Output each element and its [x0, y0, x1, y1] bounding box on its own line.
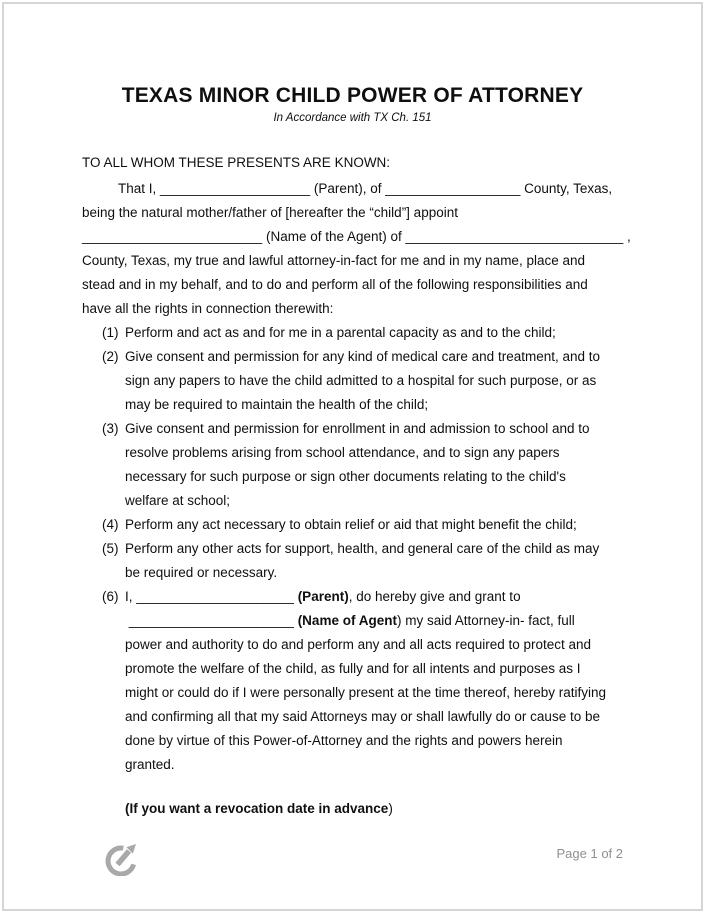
text-segment: resolve problems arising from school attendance, and to sign any papers — [125, 445, 560, 460]
text-segment: , do hereby give and grant to — [348, 589, 521, 604]
text-line — [125, 657, 641, 681]
text-segment: have all the rights in connection therewith: — [82, 301, 334, 316]
document-subtitle: In Accordance with TX Ch. 151 — [273, 112, 432, 124]
text-segment: stead and in my behalf, and to do and perform all of the following responsibilities and — [82, 277, 588, 292]
text-line — [125, 417, 641, 441]
numbered-list — [82, 321, 641, 777]
document-title: TEXAS MINOR CHILD POWER OF ATTORNEY — [121, 84, 584, 107]
text-segment: necessary for such purpose or sign other documents relating to the child's — [125, 469, 566, 484]
numbered-list-item — [82, 513, 641, 537]
circular-arrow-share-icon — [102, 838, 140, 876]
text-segment: ________________________ (Name of the Agent) of _____________________________ , — [82, 229, 631, 244]
text-segment: may be required to maintain the health of the child; — [125, 397, 429, 412]
text-segment: That I, ____________________ (Parent), of __________________ County, Texas, — [118, 181, 613, 196]
text-segment: being the natural mother/father of [hereafter the “child”] appoint — [82, 205, 458, 220]
bold-text-segment: (If you want a revocation date in advance — [125, 801, 389, 816]
text-line — [125, 489, 641, 513]
text-segment: Give consent and permission for any kind of medical care and treatment, and to — [125, 349, 601, 364]
text-line — [125, 465, 641, 489]
text-line — [82, 249, 641, 273]
text-segment: power and authority to do and perform any and all acts required to protect and — [125, 637, 592, 652]
salutation-line: TO ALL WHOM THESE PRESENTS ARE KNOWN: — [82, 155, 391, 170]
text-segment: ) my said Attorney-in- fact, full — [396, 613, 575, 628]
text-segment: done by virtue of this Power-of-Attorney and the rights and powers herein — [125, 733, 563, 748]
text-segment: welfare at school; — [125, 493, 231, 508]
text-line — [125, 369, 641, 393]
item-number: (4) — [102, 517, 119, 532]
revocation-note — [125, 797, 641, 821]
text-line — [125, 441, 641, 465]
text-line — [82, 225, 641, 249]
text-line — [125, 681, 641, 705]
text-segment: Perform any other acts for support, health, and general care of the child as may — [125, 541, 600, 556]
text-line — [125, 345, 641, 369]
text-segment: I, _____________________ — [125, 589, 298, 604]
item-number: (3) — [102, 421, 119, 436]
text-segment: sign any papers to have the child admitted to a hospital for such purpose, or as — [125, 373, 597, 388]
text-line — [82, 297, 641, 321]
numbered-list-item — [82, 537, 641, 585]
item-number: (1) — [102, 325, 119, 340]
text-line — [125, 393, 641, 417]
bold-text-segment: (Name of Agent — [297, 613, 397, 628]
text-line — [82, 273, 641, 297]
text-segment: and confirming all that my said Attorneys may or shall lawfully do or cause to be — [125, 709, 600, 724]
numbered-list-item — [82, 345, 641, 417]
text-line — [125, 513, 641, 537]
text-line — [125, 633, 641, 657]
text-line — [82, 201, 641, 225]
intro-paragraph — [82, 177, 641, 321]
text-segment: ) — [388, 801, 393, 816]
bold-text-segment: (Parent) — [297, 589, 349, 604]
text-line — [125, 705, 641, 729]
text-line — [125, 585, 641, 609]
text-line — [125, 729, 641, 753]
document-body — [4, 124, 701, 821]
text-segment: Perform any act necessary to obtain relief or aid that might benefit the child; — [125, 517, 577, 532]
numbered-list-item — [82, 585, 641, 777]
page-number-label: Page 1 of 2 — [556, 846, 623, 861]
text-line — [125, 537, 641, 561]
text-segment: promote the welfare of the child, as fully and for all intents and purposes as I — [125, 661, 581, 676]
text-line — [82, 177, 641, 201]
text-segment: ______________________ — [125, 613, 298, 628]
text-segment: granted. — [125, 757, 175, 772]
numbered-list-item — [82, 417, 641, 513]
text-line — [125, 609, 641, 633]
item-number: (5) — [102, 541, 119, 556]
text-segment: might or could do if I were personally present at the time thereof, hereby ratifying — [125, 685, 606, 700]
text-line — [125, 321, 641, 345]
item-number: (2) — [102, 349, 119, 364]
item-number: (6) — [102, 589, 119, 604]
text-line — [125, 561, 641, 585]
text-line — [125, 753, 641, 777]
text-segment: Perform and act as and for me in a parental capacity as and to the child; — [125, 325, 556, 340]
text-segment: be required or necessary. — [125, 565, 278, 580]
text-segment: Give consent and permission for enrollment in and admission to school and to — [125, 421, 590, 436]
numbered-list-item — [82, 321, 641, 345]
document-page — [2, 2, 703, 911]
text-segment: County, Texas, my true and lawful attorney-in-fact for me and in my name, place and — [82, 253, 585, 268]
